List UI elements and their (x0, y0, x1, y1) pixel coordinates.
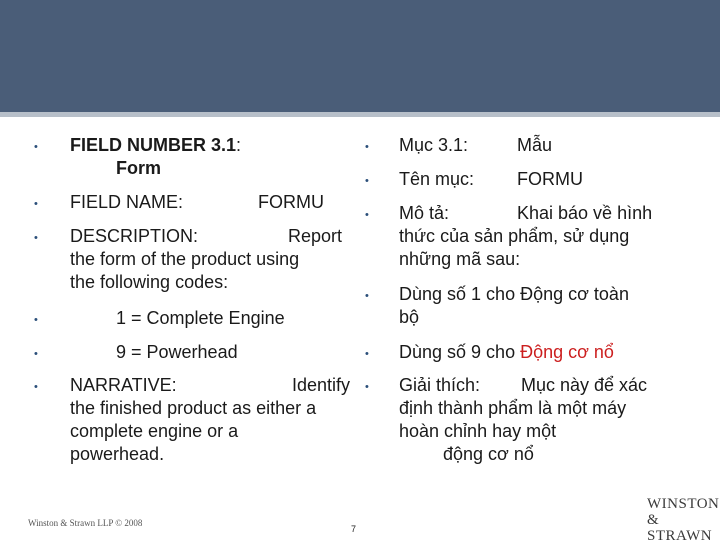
narrative-line4: powerhead. (70, 444, 165, 464)
narrative-line3: complete engine or a (70, 421, 239, 441)
code2-vi-highlight: Động cơ nổ (520, 342, 614, 362)
code1-text: 1 = Complete Engine (116, 308, 285, 328)
mo-ta-line3: những mã sau: (399, 249, 521, 269)
ten-muc-value: FORMU (517, 169, 583, 189)
bullet-dot: • (34, 381, 38, 393)
narrative-label: NARRATIVE: (70, 375, 177, 395)
bullet-dot: • (365, 175, 369, 187)
field-name-label: FIELD NAME: (70, 192, 184, 212)
ten-muc-label: Tên mục: (399, 169, 475, 189)
narrative-first: Identify (292, 375, 351, 395)
muc-label: Mục 3.1: (399, 135, 469, 155)
description-first: Report (288, 226, 343, 246)
code2-vi-prefix: Dùng số 9 cho (399, 342, 521, 362)
mo-ta-line2: thức của sản phẩm, sử dụng (399, 226, 630, 246)
page-number: 7 (351, 524, 357, 534)
logo-line1: WINSTON (647, 496, 720, 512)
bullet-dot: • (34, 314, 38, 326)
bullet-dot: • (365, 141, 369, 153)
mo-ta-label: Mô tả: (399, 203, 450, 223)
header-divider (0, 112, 720, 117)
field-number-colon: : (236, 135, 242, 155)
field-name-value: FORMU (258, 192, 324, 212)
footer-copyright: Winston & Strawn LLP © 2008 (28, 518, 143, 528)
bullet-dot: • (34, 141, 38, 153)
code2-text: 9 = Powerhead (116, 342, 238, 362)
bullet-dot: • (365, 381, 369, 393)
giai-thich-label: Giải thích: (399, 375, 481, 395)
field-number-value: Form (116, 158, 161, 178)
code1-vi-line1: Dùng số 1 cho Động cơ toàn (399, 284, 629, 304)
code1-vi-line2: bộ (399, 307, 420, 327)
bullet-dot: • (34, 232, 38, 244)
giai-thich-first: Mục này để xác (521, 375, 648, 395)
bullet-dot: • (365, 209, 369, 221)
giai-thich-line3: hoàn chỉnh hay một (399, 421, 557, 441)
bullet-dot: • (365, 348, 369, 360)
bullet-dot: • (34, 348, 38, 360)
logo-line2: & STRAWN (647, 512, 713, 544)
description-line2: the form of the product using (70, 249, 300, 269)
winston-strawn-logo (647, 496, 720, 544)
description-label: DESCRIPTION: (70, 226, 199, 246)
muc-value: Mẫu (517, 135, 553, 155)
description-line3: the following codes: (70, 272, 229, 292)
giai-thich-line2: định thành phẩm là một máy (399, 398, 627, 418)
giai-thich-line4: động cơ nổ (443, 444, 534, 464)
mo-ta-first: Khai báo về hình (517, 203, 653, 223)
bullet-dot: • (34, 198, 38, 210)
header-band (0, 0, 720, 112)
field-number-label: FIELD NUMBER 3.1 (70, 135, 237, 155)
narrative-line2: the finished product as either a (70, 398, 317, 418)
bullet-dot: • (365, 290, 369, 302)
